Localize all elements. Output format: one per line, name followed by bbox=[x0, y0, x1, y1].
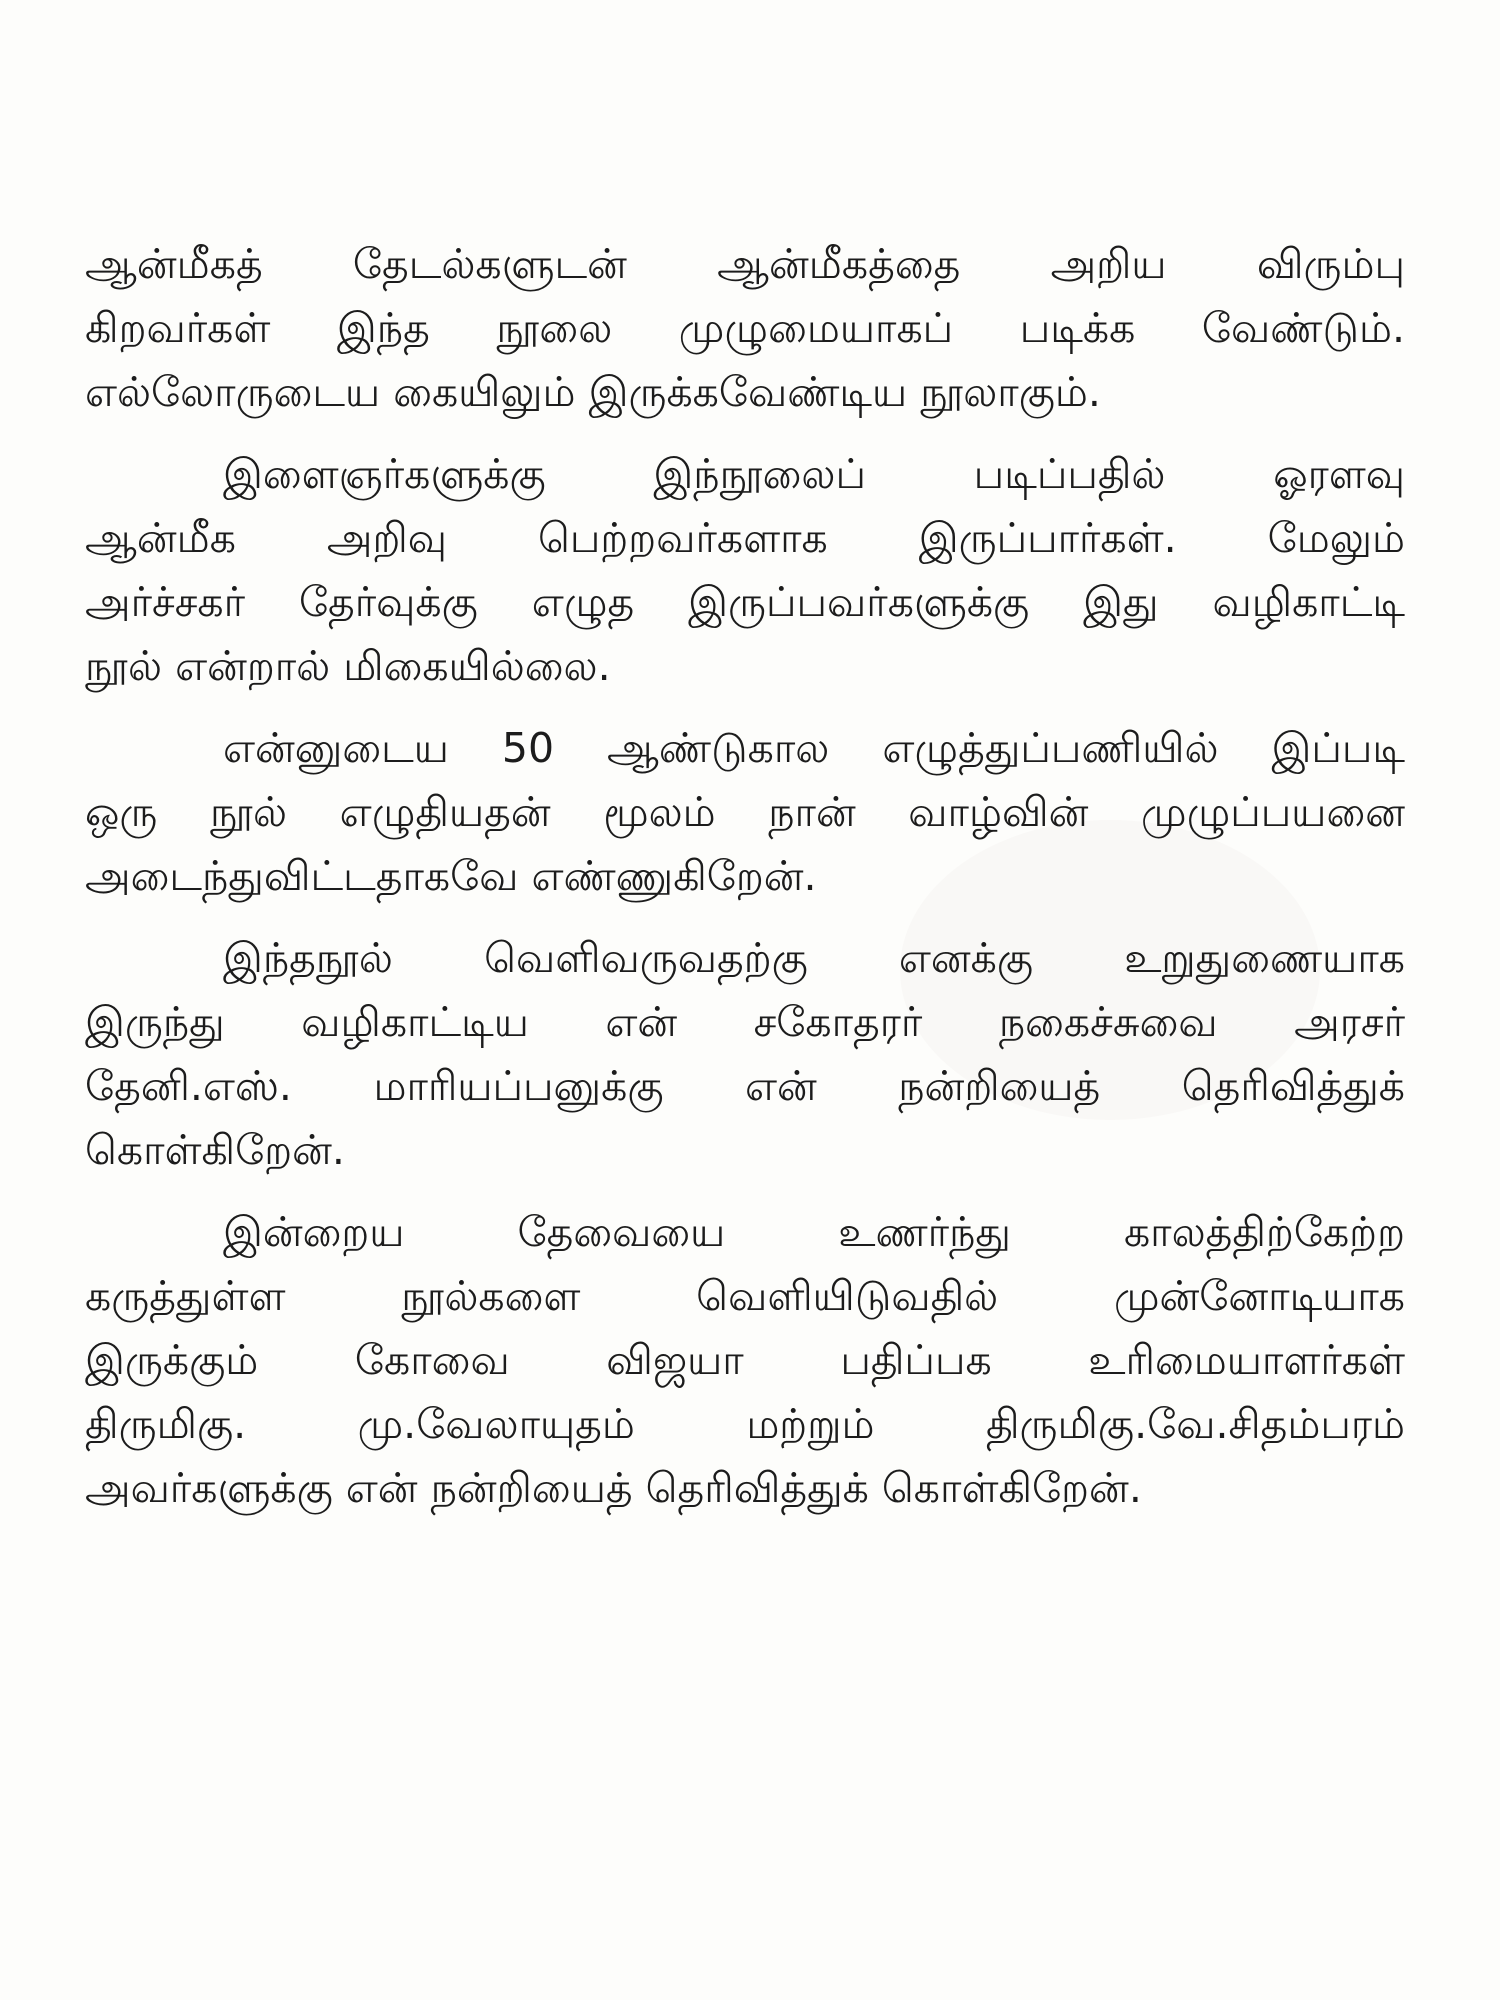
text-line: தேனி.எஸ். மாரியப்பனுக்கு என் நன்றியைத் தெரிவித்துக் bbox=[85, 1062, 1405, 1110]
text-line: நூல் என்றால் மிகையில்லை. bbox=[85, 642, 611, 690]
text-line: கிறவர்கள் இந்த நூலை முழுமையாகப் படிக்க வேண்டும். bbox=[85, 304, 1405, 352]
text-line: இன்றைய தேவையை உணர்ந்து காலத்திற்கேற்ற bbox=[223, 1208, 1405, 1256]
text-line: அவர்களுக்கு என் நன்றியைத் தெரிவித்துக் கொள்கிறேன். bbox=[85, 1464, 1142, 1512]
document-body bbox=[85, 232, 1405, 1538]
text-line: கருத்துள்ள நூல்களை வெளியிடுவதில் முன்னோடியாக bbox=[85, 1272, 1405, 1320]
paragraph-5 bbox=[85, 1200, 1405, 1520]
paragraph-1 bbox=[85, 232, 1405, 424]
text-line: அடைந்துவிட்டதாகவே எண்ணுகிறேன். bbox=[85, 852, 817, 900]
text-line: திருமிகு. மு.வேலாயுதம் மற்றும் திருமிகு.வே.சிதம்பரம் bbox=[85, 1400, 1405, 1448]
text-line: இளைஞர்களுக்கு இந்நூலைப் படிப்பதில் ஓரளவு bbox=[223, 450, 1405, 498]
text-line: ஆன்மீக அறிவு பெற்றவர்களாக இருப்பார்கள். மேலும் bbox=[85, 514, 1405, 562]
text-line: இருக்கும் கோவை விஜயா பதிப்பக உரிமையாளர்கள் bbox=[85, 1336, 1405, 1384]
paragraph-4 bbox=[85, 926, 1405, 1182]
text-line: அர்ச்சகர் தேர்வுக்கு எழுத இருப்பவர்களுக்கு இது வழிகாட்டி bbox=[85, 578, 1405, 626]
text-line: ஆன்மீகத் தேடல்களுடன் ஆன்மீகத்தை அறிய விரும்பு bbox=[85, 240, 1405, 288]
paragraph-3 bbox=[85, 716, 1405, 908]
text-line: இருந்து வழிகாட்டிய என் சகோதரர் நகைச்சுவை அரசர் bbox=[85, 998, 1405, 1046]
text-line: என்னுடைய 50 ஆண்டுகால எழுத்துப்பணியில் இப்படி bbox=[223, 724, 1405, 772]
text-line: கொள்கிறேன். bbox=[85, 1126, 345, 1174]
text-line: ஒரு நூல் எழுதியதன் மூலம் நான் வாழ்வின் முழுப்பயனை bbox=[85, 788, 1405, 836]
text-line: இந்தநூல் வெளிவருவதற்கு எனக்கு உறுதுணையாக bbox=[223, 934, 1405, 982]
paragraph-2 bbox=[85, 442, 1405, 698]
text-line: எல்லோருடைய கையிலும் இருக்கவேண்டிய நூலாகும். bbox=[85, 368, 1101, 416]
